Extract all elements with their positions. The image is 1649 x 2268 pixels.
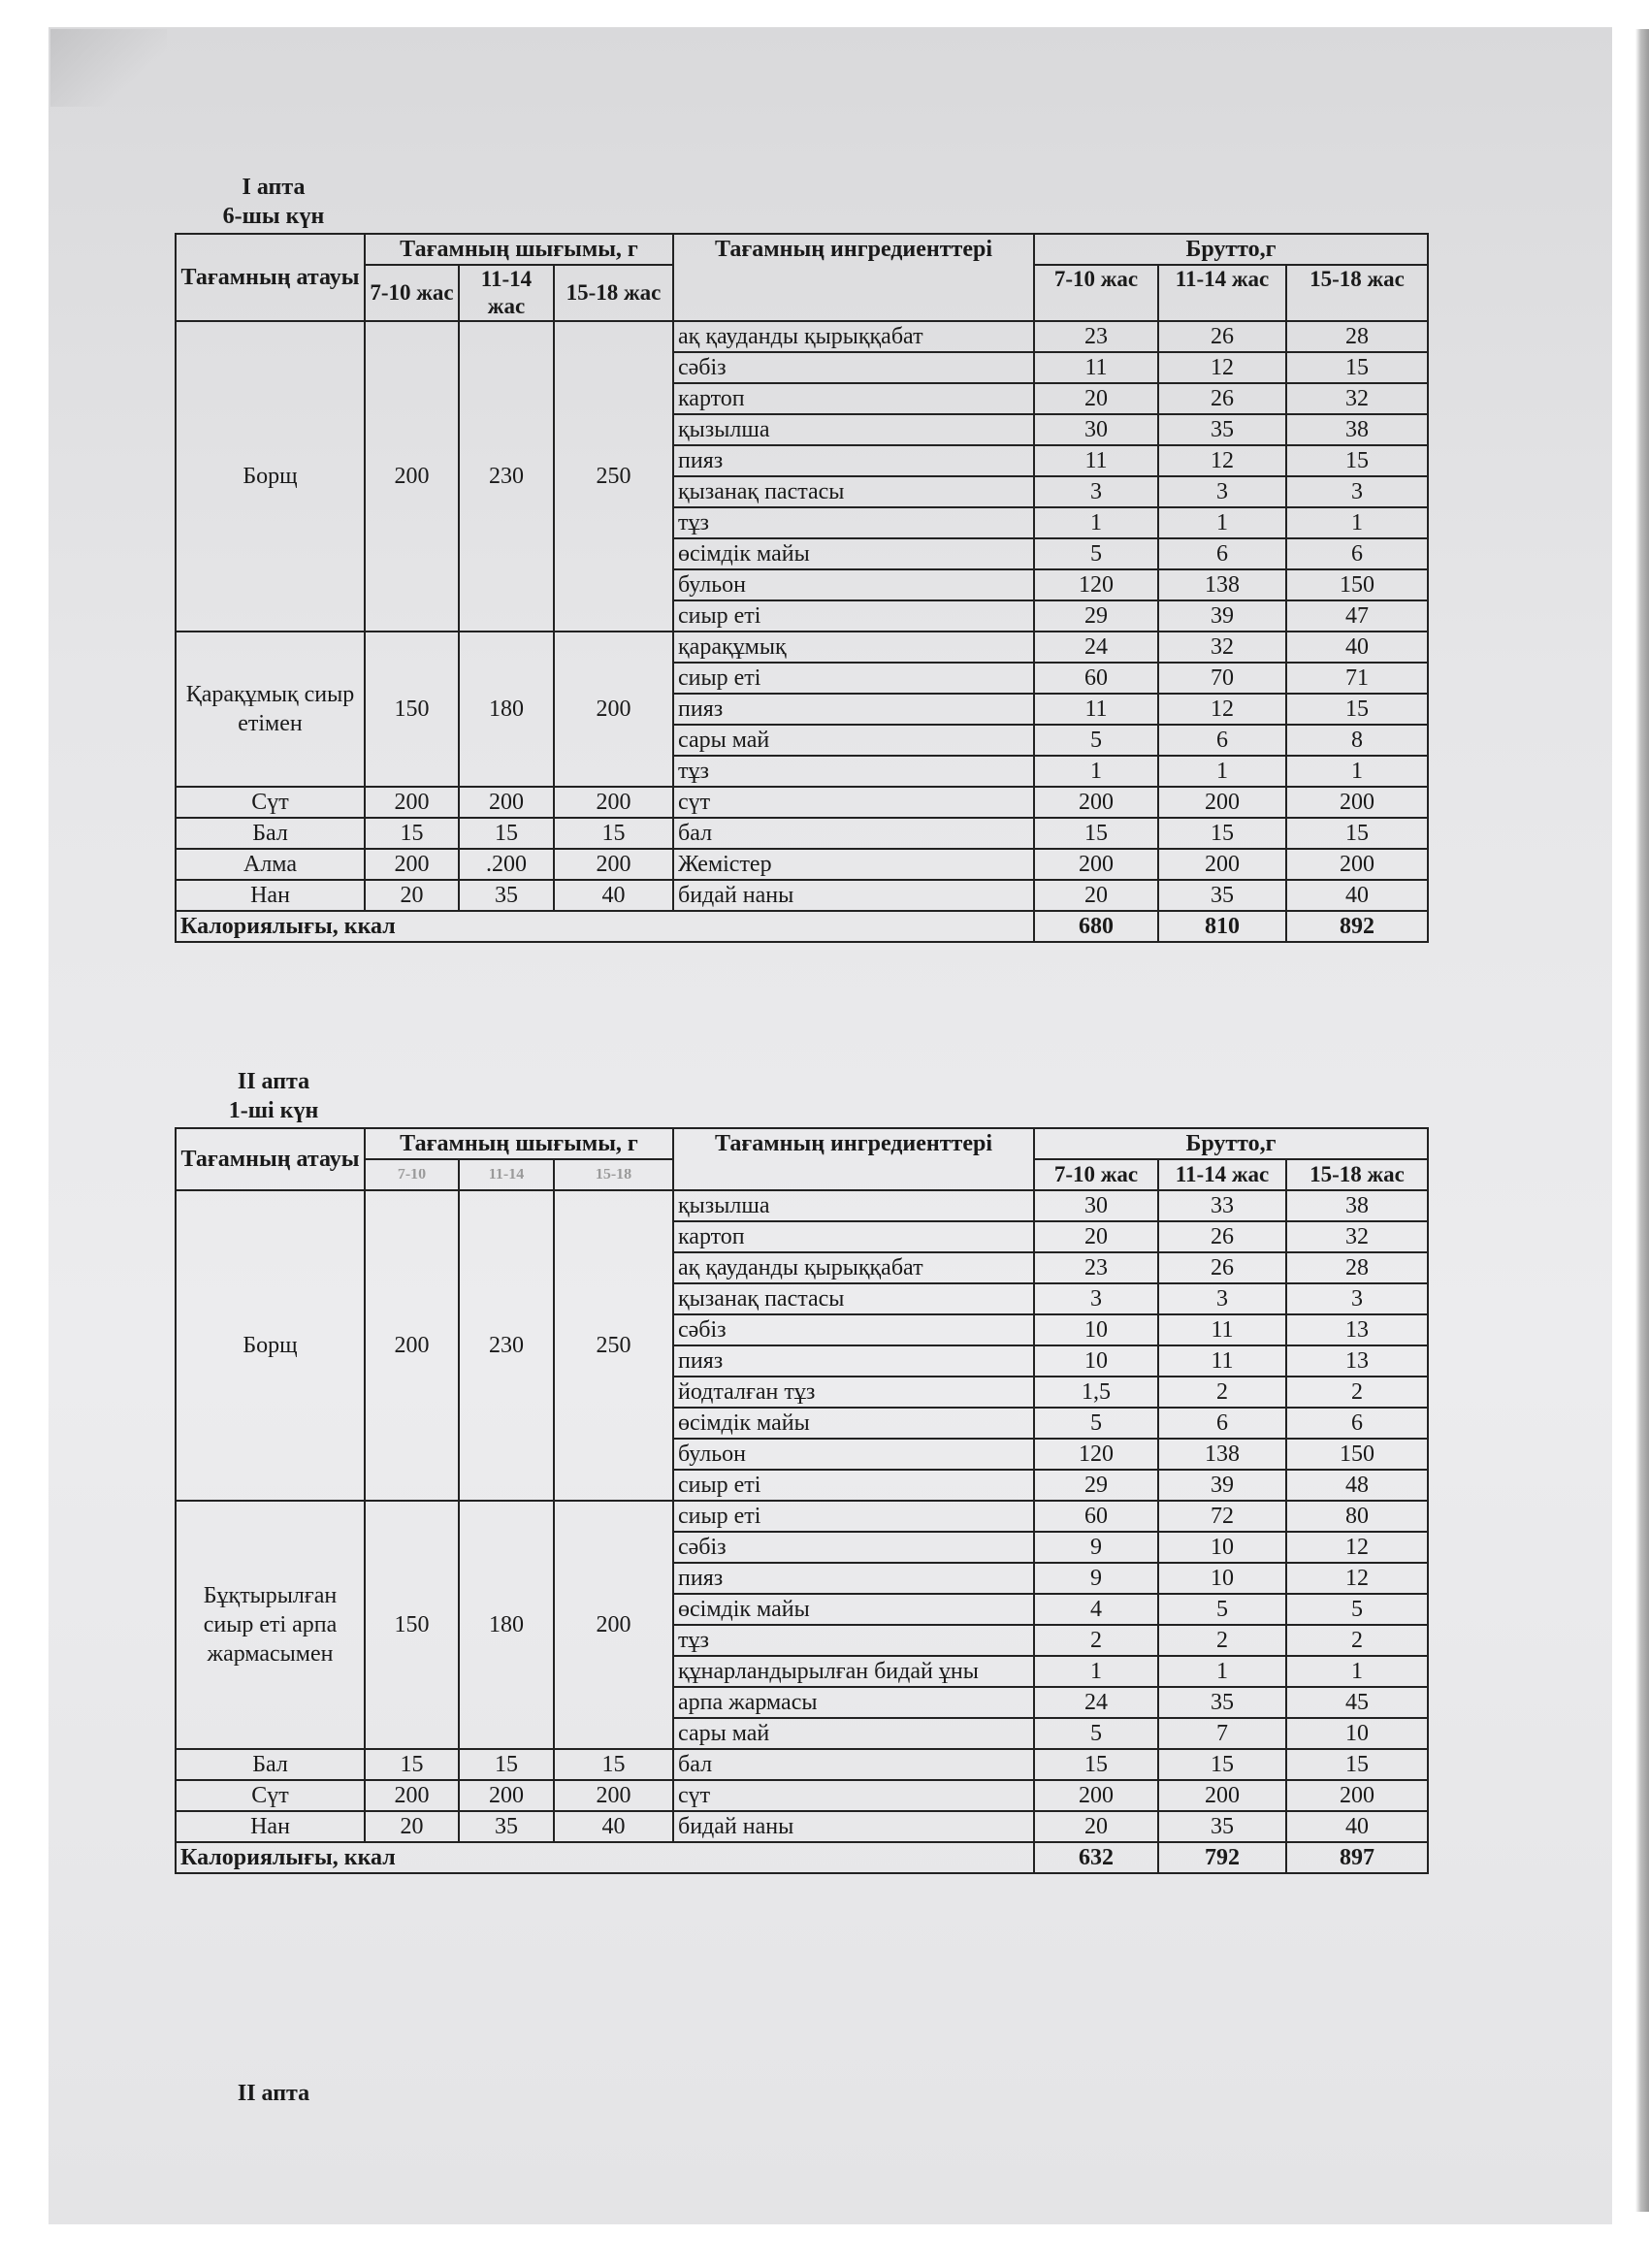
brutto-value: 5 xyxy=(1286,1594,1428,1625)
yield-value: 180 xyxy=(459,1501,554,1749)
scan-shadow xyxy=(50,29,167,107)
menu-table xyxy=(175,1127,1429,1874)
ingredient-name: ақ қауданды қырыққабат xyxy=(673,1252,1034,1283)
day-label: 1-ші күн xyxy=(228,1098,319,1123)
week3-heading xyxy=(215,2079,332,2108)
yield-value: 20 xyxy=(365,880,459,911)
brutto-value: 120 xyxy=(1034,569,1158,600)
brutto-value: 12 xyxy=(1158,694,1286,725)
table-row xyxy=(176,321,1428,352)
yield-value: 200 xyxy=(554,787,673,818)
week2-heading xyxy=(215,1067,332,1125)
ingredients-header: Тағамның ингредиенттері xyxy=(673,234,1034,321)
brutto-value: 4 xyxy=(1034,1594,1158,1625)
brutto-value: 20 xyxy=(1034,880,1158,911)
brutto-value: 150 xyxy=(1286,1439,1428,1470)
brutto-value: 35 xyxy=(1158,1687,1286,1718)
table-row xyxy=(176,1811,1428,1842)
brutto-value: 5 xyxy=(1034,1718,1158,1749)
calories-value: 892 xyxy=(1286,911,1428,942)
ingredient-name: бульон xyxy=(673,569,1034,600)
calories-value: 680 xyxy=(1034,911,1158,942)
brutto-value: 10 xyxy=(1158,1563,1286,1594)
brutto-value: 13 xyxy=(1286,1345,1428,1377)
yield-value: 15 xyxy=(459,818,554,849)
brutto-value: 5 xyxy=(1158,1594,1286,1625)
week1-heading xyxy=(215,173,332,231)
brutto-value: 26 xyxy=(1158,321,1286,352)
brutto-value: 120 xyxy=(1034,1439,1158,1470)
brutto-age-header: 15-18 жас xyxy=(1286,265,1428,321)
dish-name: Нан xyxy=(176,1811,365,1842)
brutto-value: 200 xyxy=(1034,787,1158,818)
brutto-value: 2 xyxy=(1286,1625,1428,1656)
calories-label: Калориялығы, ккал xyxy=(176,911,1034,942)
yield-age-header: 7-10 xyxy=(365,1159,459,1190)
yield-value: 200 xyxy=(365,321,459,632)
brutto-value: 40 xyxy=(1286,880,1428,911)
brutto-value: 15 xyxy=(1286,445,1428,476)
brutto-value: 70 xyxy=(1158,663,1286,694)
ingredient-name: сиыр еті xyxy=(673,663,1034,694)
brutto-value: 15 xyxy=(1286,818,1428,849)
yield-value: 200 xyxy=(554,632,673,787)
brutto-value: 1 xyxy=(1286,507,1428,538)
brutto-value: 40 xyxy=(1286,1811,1428,1842)
brutto-value: 38 xyxy=(1286,414,1428,445)
brutto-value: 11 xyxy=(1034,352,1158,383)
brutto-value: 9 xyxy=(1034,1532,1158,1563)
menu-table xyxy=(175,233,1429,943)
brutto-value: 200 xyxy=(1034,1780,1158,1811)
yield-value: 200 xyxy=(554,849,673,880)
brutto-value: 9 xyxy=(1034,1563,1158,1594)
table-row xyxy=(176,632,1428,663)
brutto-value: 200 xyxy=(1286,787,1428,818)
ingredient-name: сәбіз xyxy=(673,1314,1034,1345)
brutto-age-header: 11-14 жас xyxy=(1158,1159,1286,1190)
ingredient-name: өсімдік майы xyxy=(673,1594,1034,1625)
yield-value: 15 xyxy=(459,1749,554,1780)
brutto-value: 15 xyxy=(1286,352,1428,383)
brutto-value: 10 xyxy=(1034,1314,1158,1345)
brutto-value: 150 xyxy=(1286,569,1428,600)
table-row xyxy=(176,1190,1428,1221)
brutto-value: 3 xyxy=(1158,1283,1286,1314)
brutto-value: 60 xyxy=(1034,1501,1158,1532)
brutto-value: 15 xyxy=(1158,1749,1286,1780)
yield-value: 230 xyxy=(459,1190,554,1501)
brutto-age-header: 7-10 жас xyxy=(1034,1159,1158,1190)
yield-value: 230 xyxy=(459,321,554,632)
brutto-value: 15 xyxy=(1286,1749,1428,1780)
ingredient-name: тұз xyxy=(673,1625,1034,1656)
brutto-age-header: 15-18 жас xyxy=(1286,1159,1428,1190)
ingredient-name: йодталған тұз xyxy=(673,1377,1034,1408)
yield-value: 150 xyxy=(365,632,459,787)
table-row xyxy=(176,1749,1428,1780)
brutto-value: 35 xyxy=(1158,414,1286,445)
brutto-value: 15 xyxy=(1158,818,1286,849)
brutto-value: 1 xyxy=(1034,1656,1158,1687)
table-row xyxy=(176,1501,1428,1532)
brutto-value: 45 xyxy=(1286,1687,1428,1718)
brutto-value: 5 xyxy=(1034,1408,1158,1439)
ingredient-name: пияз xyxy=(673,1563,1034,1594)
yield-value: 40 xyxy=(554,880,673,911)
brutto-value: 6 xyxy=(1286,1408,1428,1439)
brutto-value: 20 xyxy=(1034,1221,1158,1252)
week-label: ІІ апта xyxy=(237,2081,310,2106)
brutto-value: 39 xyxy=(1158,1470,1286,1501)
brutto-value: 1,5 xyxy=(1034,1377,1158,1408)
yield-value: 200 xyxy=(459,787,554,818)
yield-value: 250 xyxy=(554,321,673,632)
calories-value: 632 xyxy=(1034,1842,1158,1873)
yield-value: 200 xyxy=(554,1780,673,1811)
yield-age-header: 15-18 жас xyxy=(554,265,673,321)
yield-value: 180 xyxy=(459,632,554,787)
ingredient-name: бидай наны xyxy=(673,1811,1034,1842)
brutto-value: 200 xyxy=(1286,1780,1428,1811)
yield-value: 15 xyxy=(365,818,459,849)
dish-name: Бал xyxy=(176,1749,365,1780)
dish-name-header: Тағамның атауы xyxy=(176,1128,365,1190)
dish-name: Борщ xyxy=(176,1190,365,1501)
brutto-value: 5 xyxy=(1034,538,1158,569)
yield-age-header: 11-14 xyxy=(459,1159,554,1190)
ingredient-name: сиыр еті xyxy=(673,600,1034,632)
brutto-value: 10 xyxy=(1034,1345,1158,1377)
ingredient-name: қызанақ пастасы xyxy=(673,476,1034,507)
brutto-value: 1 xyxy=(1158,1656,1286,1687)
dish-name: Қарақұмық сиыр етімен xyxy=(176,632,365,787)
ingredient-name: сары май xyxy=(673,725,1034,756)
brutto-header: Брутто,г xyxy=(1034,234,1428,265)
dish-name: Алма xyxy=(176,849,365,880)
brutto-value: 200 xyxy=(1286,849,1428,880)
day-label: 6-шы күн xyxy=(222,204,325,229)
ingredient-name: бал xyxy=(673,1749,1034,1780)
yield-value: 200 xyxy=(365,1780,459,1811)
brutto-value: 23 xyxy=(1034,1252,1158,1283)
brutto-value: 33 xyxy=(1158,1190,1286,1221)
brutto-value: 200 xyxy=(1158,787,1286,818)
brutto-value: 11 xyxy=(1158,1314,1286,1345)
brutto-value: 138 xyxy=(1158,569,1286,600)
ingredient-name: сәбіз xyxy=(673,352,1034,383)
brutto-value: 10 xyxy=(1286,1718,1428,1749)
brutto-value: 2 xyxy=(1034,1625,1158,1656)
scan-edge xyxy=(1635,29,1649,2212)
brutto-value: 12 xyxy=(1286,1563,1428,1594)
ingredient-name: бал xyxy=(673,818,1034,849)
brutto-value: 60 xyxy=(1034,663,1158,694)
table-row xyxy=(176,1780,1428,1811)
brutto-value: 26 xyxy=(1158,383,1286,414)
brutto-value: 11 xyxy=(1034,445,1158,476)
brutto-value: 8 xyxy=(1286,725,1428,756)
brutto-value: 80 xyxy=(1286,1501,1428,1532)
yield-value: 35 xyxy=(459,1811,554,1842)
yield-value: 20 xyxy=(365,1811,459,1842)
yield-header: Тағамның шығымы, г xyxy=(365,1128,673,1159)
calories-value: 792 xyxy=(1158,1842,1286,1873)
yield-value: 200 xyxy=(365,849,459,880)
brutto-value: 40 xyxy=(1286,632,1428,663)
ingredient-name: Жемістер xyxy=(673,849,1034,880)
brutto-value: 138 xyxy=(1158,1439,1286,1470)
ingredient-name: қарақұмық xyxy=(673,632,1034,663)
ingredient-name: бульон xyxy=(673,1439,1034,1470)
week-label: І апта xyxy=(242,175,306,200)
brutto-value: 28 xyxy=(1286,321,1428,352)
ingredient-name: ақ қауданды қырыққабат xyxy=(673,321,1034,352)
brutto-value: 24 xyxy=(1034,1687,1158,1718)
brutto-value: 29 xyxy=(1034,1470,1158,1501)
brutto-value: 26 xyxy=(1158,1252,1286,1283)
yield-header: Тағамның шығымы, г xyxy=(365,234,673,265)
brutto-value: 30 xyxy=(1034,414,1158,445)
ingredient-name: пияз xyxy=(673,445,1034,476)
dish-name: Борщ xyxy=(176,321,365,632)
brutto-value: 2 xyxy=(1158,1377,1286,1408)
ingredient-name: тұз xyxy=(673,507,1034,538)
ingredients-header: Тағамның ингредиенттері xyxy=(673,1128,1034,1190)
brutto-value: 48 xyxy=(1286,1470,1428,1501)
brutto-value: 15 xyxy=(1286,694,1428,725)
yield-value: 200 xyxy=(459,1780,554,1811)
menu-table-week1-day6 xyxy=(175,233,1429,943)
brutto-value: 15 xyxy=(1034,818,1158,849)
ingredient-name: қызанақ пастасы xyxy=(673,1283,1034,1314)
ingredient-name: картоп xyxy=(673,383,1034,414)
ingredient-name: өсімдік майы xyxy=(673,538,1034,569)
ingredient-name: тұз xyxy=(673,756,1034,787)
dish-name: Бұқтырылған сиыр еті арпа жармасымен xyxy=(176,1501,365,1749)
brutto-value: 1 xyxy=(1034,756,1158,787)
ingredient-name: құнарландырылған бидай ұны xyxy=(673,1656,1034,1687)
calories-value: 897 xyxy=(1286,1842,1428,1873)
brutto-value: 12 xyxy=(1158,445,1286,476)
brutto-value: 32 xyxy=(1158,632,1286,663)
brutto-value: 1 xyxy=(1158,507,1286,538)
table-row xyxy=(176,787,1428,818)
table-row xyxy=(176,818,1428,849)
brutto-value: 20 xyxy=(1034,383,1158,414)
table-row xyxy=(176,880,1428,911)
brutto-value: 6 xyxy=(1158,1408,1286,1439)
ingredient-name: арпа жармасы xyxy=(673,1687,1034,1718)
brutto-value: 1 xyxy=(1034,507,1158,538)
brutto-value: 11 xyxy=(1034,694,1158,725)
brutto-value: 20 xyxy=(1034,1811,1158,1842)
brutto-value: 1 xyxy=(1158,756,1286,787)
brutto-value: 7 xyxy=(1158,1718,1286,1749)
ingredient-name: сүт xyxy=(673,1780,1034,1811)
brutto-value: 32 xyxy=(1286,383,1428,414)
week-label: ІІ апта xyxy=(237,1069,310,1094)
calories-row xyxy=(176,1842,1428,1873)
brutto-value: 26 xyxy=(1158,1221,1286,1252)
yield-value: 200 xyxy=(554,1501,673,1749)
ingredient-name: бидай наны xyxy=(673,880,1034,911)
brutto-age-header: 11-14 жас xyxy=(1158,265,1286,321)
brutto-value: 47 xyxy=(1286,600,1428,632)
ingredient-name: өсімдік майы xyxy=(673,1408,1034,1439)
brutto-value: 200 xyxy=(1158,849,1286,880)
brutto-value: 24 xyxy=(1034,632,1158,663)
yield-age-header: 11-14 жас xyxy=(459,265,554,321)
yield-value: 40 xyxy=(554,1811,673,1842)
yield-value: 15 xyxy=(554,1749,673,1780)
yield-age-header: 7-10 жас xyxy=(365,265,459,321)
yield-value: 15 xyxy=(554,818,673,849)
brutto-value: 6 xyxy=(1158,538,1286,569)
brutto-value: 23 xyxy=(1034,321,1158,352)
ingredient-name: сәбіз xyxy=(673,1532,1034,1563)
brutto-value: 2 xyxy=(1286,1377,1428,1408)
brutto-value: 6 xyxy=(1158,725,1286,756)
brutto-value: 1 xyxy=(1286,1656,1428,1687)
brutto-header: Брутто,г xyxy=(1034,1128,1428,1159)
brutto-value: 200 xyxy=(1158,1780,1286,1811)
brutto-value: 3 xyxy=(1286,1283,1428,1314)
ingredient-name: пияз xyxy=(673,1345,1034,1377)
brutto-value: 200 xyxy=(1034,849,1158,880)
dish-name: Сүт xyxy=(176,1780,365,1811)
yield-age-header: 15-18 xyxy=(554,1159,673,1190)
brutto-value: 1 xyxy=(1286,756,1428,787)
dish-name-header: Тағамның атауы xyxy=(176,234,365,321)
ingredient-name: сиыр еті xyxy=(673,1470,1034,1501)
brutto-value: 12 xyxy=(1158,352,1286,383)
yield-value: .200 xyxy=(459,849,554,880)
brutto-value: 3 xyxy=(1034,1283,1158,1314)
ingredient-name: картоп xyxy=(673,1221,1034,1252)
brutto-value: 28 xyxy=(1286,1252,1428,1283)
ingredient-name: сары май xyxy=(673,1718,1034,1749)
brutto-value: 10 xyxy=(1158,1532,1286,1563)
brutto-value: 3 xyxy=(1286,476,1428,507)
ingredient-name: қызылша xyxy=(673,414,1034,445)
brutto-value: 15 xyxy=(1034,1749,1158,1780)
ingredient-name: сиыр еті xyxy=(673,1501,1034,1532)
calories-row xyxy=(176,911,1428,942)
calories-value: 810 xyxy=(1158,911,1286,942)
yield-value: 15 xyxy=(365,1749,459,1780)
brutto-value: 6 xyxy=(1286,538,1428,569)
brutto-value: 35 xyxy=(1158,1811,1286,1842)
brutto-value: 72 xyxy=(1158,1501,1286,1532)
brutto-value: 38 xyxy=(1286,1190,1428,1221)
calories-label: Калориялығы, ккал xyxy=(176,1842,1034,1873)
brutto-value: 30 xyxy=(1034,1190,1158,1221)
table-row xyxy=(176,849,1428,880)
yield-value: 200 xyxy=(365,1190,459,1501)
brutto-value: 11 xyxy=(1158,1345,1286,1377)
brutto-value: 29 xyxy=(1034,600,1158,632)
dish-name: Сүт xyxy=(176,787,365,818)
ingredient-name: қызылша xyxy=(673,1190,1034,1221)
brutto-value: 3 xyxy=(1034,476,1158,507)
yield-value: 150 xyxy=(365,1501,459,1749)
brutto-value: 2 xyxy=(1158,1625,1286,1656)
yield-value: 35 xyxy=(459,880,554,911)
brutto-value: 3 xyxy=(1158,476,1286,507)
brutto-value: 35 xyxy=(1158,880,1286,911)
brutto-value: 39 xyxy=(1158,600,1286,632)
brutto-age-header: 7-10 жас xyxy=(1034,265,1158,321)
brutto-value: 12 xyxy=(1286,1532,1428,1563)
brutto-value: 5 xyxy=(1034,725,1158,756)
brutto-value: 32 xyxy=(1286,1221,1428,1252)
dish-name: Бал xyxy=(176,818,365,849)
yield-value: 250 xyxy=(554,1190,673,1501)
yield-value: 200 xyxy=(365,787,459,818)
dish-name: Нан xyxy=(176,880,365,911)
ingredient-name: пияз xyxy=(673,694,1034,725)
brutto-value: 71 xyxy=(1286,663,1428,694)
brutto-value: 13 xyxy=(1286,1314,1428,1345)
ingredient-name: сүт xyxy=(673,787,1034,818)
menu-table-week2-day1 xyxy=(175,1127,1429,1874)
